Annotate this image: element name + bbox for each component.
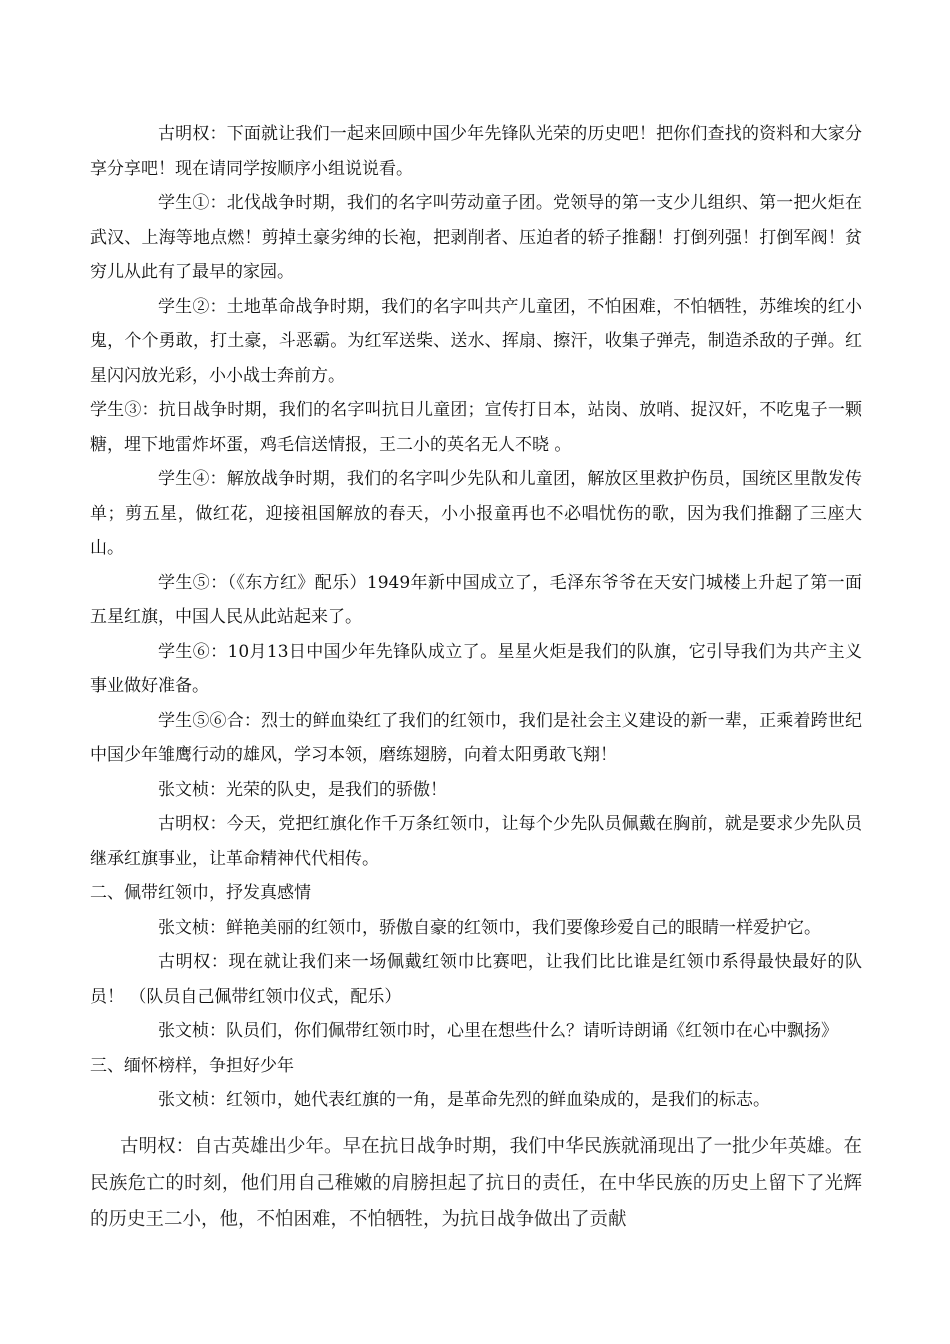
paragraph: 张文桢：光荣的队史，是我们的骄傲！ [158,779,447,800]
paragraph: 古明权：今天，党把红旗化作千万条红领巾，让每个少先队员佩戴在胸前，就是要求少先队员继承红旗事业，让革命精神代代相传。 [90,814,862,869]
paragraph: 张文桢：队员们，你们佩带红领巾时，心里在想些什么？请听诗朗诵《红领巾在心中飘扬》 [158,1021,838,1041]
paragraph: 学生⑤：（《东方红》配乐）1949年新中国成立了，毛泽东爷爷在天安门城楼上升起了第一面五星红旗，中国人民从此站起来了。 [90,572,862,627]
closing-paragraph: 古明权：自古英雄出少年。早在抗日战争时期，我们中华民族就涌现出了一批少年英雄。在民族危亡的时刻，他们用自己稚嫩的肩膀担起了抗日的责任，在中华民族的历史上留下了光辉的历史王二小，他，不怕困难，不怕牺牲，为抗日战争做出了贡献 [90,1136,862,1230]
paragraph: 古明权：下面就让我们一起来回顾中国少年先锋队光荣的历史吧！把你们查找的资料和大家分享分享吧！现在请同学按顺序小组说说看。 [90,124,862,179]
paragraph: 学生②：土地革命战争时期，我们的名字叫共产儿童团，不怕困难，不怕牺牲，苏维埃的红小鬼，个个勇敢，打土豪，斗恶霸。为红军送柴、送水、挥扇、擦汗，收集子弹壳，制造杀敌的子弹。红星闪闪放光彩，小小战士奔前方。 [90,296,862,386]
paragraph: 学生③：抗日战争时期，我们的名字叫抗日儿童团；宣传打日本，站岗、放哨、捉汉奸，不吃鬼子一颗糖，埋下地雷炸坏蛋，鸡毛信送情报，王二小的英名无人不晓 。 [90,400,862,455]
paragraph: 古明权：现在就让我们来一场佩戴红领巾比赛吧，让我们比比谁是红领巾系得最快最好的队员！ （队员自己佩带红领巾仪式，配乐） [90,952,862,1007]
paragraph: 张文桢：鲜艳美丽的红领巾，骄傲自豪的红领巾，我们要像珍爱自己的眼睛一样爱护它。 [158,917,821,938]
document-body [90,117,862,1118]
section-heading: 二、佩带红领巾，抒发真感情 [90,883,311,903]
paragraph: 学生④：解放战争时期，我们的名字叫少先队和儿童团，解放区里救护伤员，国统区里散发传单；剪五星，做红花，迎接祖国解放的春天，小小报童再也不必唱忧伤的歌，因为我们推翻了三座大山。 [90,469,862,558]
paragraph: 学生①：北伐战争时期，我们的名字叫劳动童子团。党领导的第一支少儿组织、第一把火炬在武汉、上海等地点燃！剪掉土豪劣绅的长袍，把剥削者、压迫者的轿子推翻！打倒列强！打倒军阀！贫穷儿从此有了最早的家园。 [90,193,862,282]
paragraph: 学生⑥：10月13日中国少年先锋队成立了。星星火炬是我们的队旗，它引导我们为共产主义事业做好准备。 [90,641,862,696]
closing-block [90,1129,862,1239]
paragraph: 张文桢：红领巾，她代表红旗的一角，是革命先烈的鲜血染成的，是我们的标志。 [158,1090,770,1110]
section-heading: 三、缅怀榜样，争担好少年 [90,1055,294,1076]
paragraph: 学生⑤⑥合：烈士的鲜血染红了我们的红领巾，我们是社会主义建设的新一辈，正乘着跨世纪中国少年雏鹰行动的雄风，学习本领，磨练翅膀，向着太阳勇敢飞翔！ [90,710,862,765]
